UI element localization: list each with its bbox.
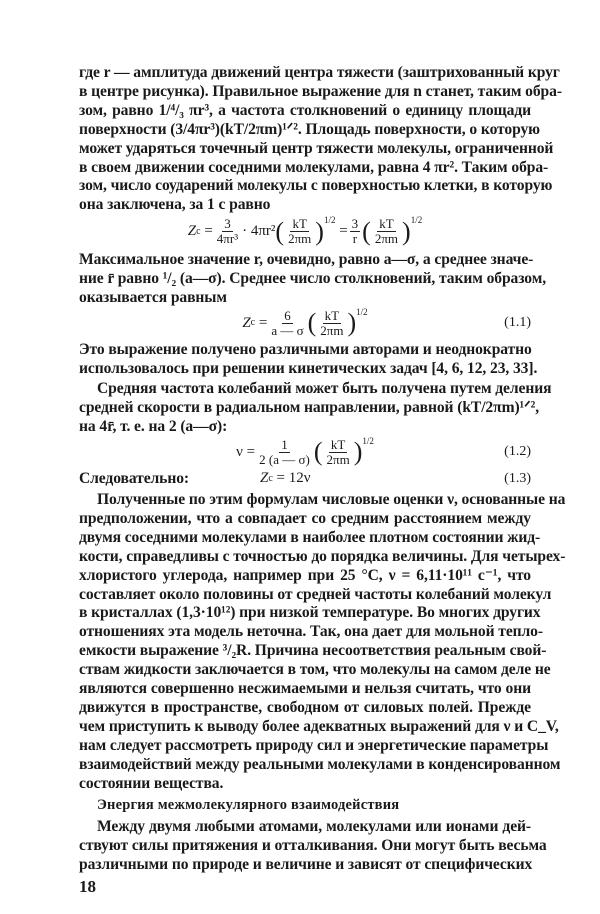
numerator: kT xyxy=(379,216,394,231)
text-line: Максимальное значение r, очевидно, равно a—σ, а среднее значе- xyxy=(79,251,534,268)
fraction xyxy=(318,309,345,338)
eq-sub: c xyxy=(268,472,273,484)
text-line: состоянии вещества. xyxy=(79,774,224,792)
text-line: в центре рисунка). Правильное выражение для n станет, таким обра- xyxy=(79,82,562,100)
exponent: 1/2 xyxy=(410,215,423,225)
text-line: чем приступить к выводу более адекватных выражений для ν и C_V, xyxy=(79,717,559,735)
text-line: она заключена, за 1 с равно xyxy=(79,196,271,214)
text-line: может ударяться точечный центр тяжести молекулы, ограниченной xyxy=(79,139,554,157)
text-line: зом, равно 1/⁴/₃ πr³, а частота столкновений о единицу площади xyxy=(79,101,531,119)
eq-rhs: = 12ν xyxy=(276,470,311,486)
text-line: в кристаллах (1,3·10¹²) при низкой температуре. Во многих других xyxy=(79,604,541,622)
text-line: предположении, что a совпадает со средним расстоянием между xyxy=(79,509,531,527)
text-line: ствам жидкости заключается в том, что молекулы на самом деле не xyxy=(79,661,551,679)
text-line: Полученные по этим формулам числовые оценки ν, основанные на xyxy=(97,491,566,508)
text-line: использовалось при решении кинетических задач [4, 6, 12, 23, 33]. xyxy=(79,359,538,377)
equation-zc-derivation: Z c = $\frac{3}{\text{4πr³}}$ · 4πr² ( $\frac{kT}{2\pi m}$ ) 1/2 = $\frac{3}{r}$ ( $\frac{kT}{2\pi m}$ ) 1/2 xyxy=(187,215,423,246)
fraction xyxy=(257,438,312,467)
denominator: 2πm xyxy=(288,231,312,246)
text-line: оказывается равным xyxy=(79,288,227,306)
numerator: 1 xyxy=(281,436,288,452)
numerator: kT xyxy=(330,436,346,452)
eq-lhs: ν xyxy=(236,443,243,460)
numerator: 3 xyxy=(351,216,359,231)
text-line: зом, число соударений молекулы с поверхностью клетки, в которую xyxy=(79,177,553,195)
equation-number: (1.2) xyxy=(504,444,531,459)
text-line: ние r̄ равно ¹/₂ (a—σ). Среднее число столкновений, таким образом, xyxy=(79,269,547,287)
fraction xyxy=(350,217,361,246)
text-line: движутся в пространстве, свободном от силовых полей. Прежде xyxy=(79,698,531,716)
text-line: емкости выражение ³/₂R. Причина несоответствия реальным свой- xyxy=(79,642,547,660)
text-line: Следовательно: xyxy=(79,470,189,487)
equation-number: (1.3) xyxy=(504,470,531,486)
text-line: Средняя частота колебаний может быть получена путем деления xyxy=(97,380,552,397)
equation-1-1: Z c = $\frac{6}{a — \sigma}$ ( $\frac{kT}{2\pi m}$ ) 1/2 (1.1) xyxy=(242,307,531,338)
eq-lhs: Z xyxy=(242,314,251,331)
denominator: 2 (a — σ) xyxy=(259,451,310,467)
denominator: 2πm xyxy=(326,451,350,467)
fraction xyxy=(325,438,352,467)
equals: = xyxy=(339,223,348,239)
section-heading: Энергия межмолекулярного взаимодействия xyxy=(97,797,400,813)
text-line: поверхности (3/4πr³)(kT/2πm)¹ᐟ². Площадь поверхности, о которую xyxy=(79,120,540,138)
text-line: средней скорости в радиальном направлении, равной (kT/2πm)¹ᐟ², xyxy=(79,398,540,416)
text-line: кости, справедливы с точностью до порядка величины. Для четырех- xyxy=(79,547,566,565)
eq-term: · 4πr² xyxy=(242,223,276,239)
text-line: где r — амплитуда движений центра тяжести (заштрихованный круг xyxy=(79,64,560,81)
exponent: 1/2 xyxy=(362,436,374,446)
text-line: Между двумя любыми атомами, молекулами или ионами дей- xyxy=(97,818,531,835)
numerator: kT xyxy=(324,307,340,323)
text-line: взаимодействий между реальными молекулами в конденсированном xyxy=(79,755,561,773)
text-line: являются совершенно несжимаемыми и нельзя считать, что они xyxy=(79,680,531,697)
numerator: 6 xyxy=(284,307,291,323)
numerator: 3 xyxy=(224,216,231,231)
text-line: различными по природе и величине и зависят от специфических xyxy=(79,855,533,873)
denominator: 2πm xyxy=(320,322,344,338)
denominator: a — σ xyxy=(271,322,304,338)
text-line: хлористого углерода, например при 25 °C, ν = 6,11·10¹¹ с⁻¹, что xyxy=(79,566,531,584)
text-line: отношениях эта модель неточна. Так, она дает для мольной тепло- xyxy=(79,623,543,641)
numerator: kT xyxy=(292,216,307,231)
text-line: ствуют силы притяжения и отталкивания. Они могут быть весьма xyxy=(79,836,547,854)
exponent: 1/2 xyxy=(323,215,336,225)
text-line: нам следует рассмотреть природу сил и энергетические параметры xyxy=(79,736,549,754)
text-line: двумя соседними молекулами в наиболее плотном состоянии жид- xyxy=(79,528,541,546)
fraction xyxy=(215,217,240,246)
fraction xyxy=(373,217,400,246)
denominator: 2πm xyxy=(374,231,399,246)
eq-sub: c xyxy=(196,225,201,237)
text-line: Это выражение получено различными авторами и неоднократно xyxy=(79,341,532,358)
equation-1-2: ν = $\frac{1}{2 (a — \sigma)}$ ( $\frac{kT}{2\pi m}$ ) 1/2 (1.2) xyxy=(236,436,531,467)
eq-lhs: Z xyxy=(260,470,269,486)
denominator: r xyxy=(352,231,358,246)
fraction xyxy=(269,309,305,338)
eq-lhs: Z xyxy=(187,223,197,239)
page-number: 18 xyxy=(79,877,96,896)
exponent: 1/2 xyxy=(356,307,368,317)
equation-1-3 xyxy=(260,469,531,488)
eq-sub: c xyxy=(250,317,256,328)
fraction xyxy=(286,217,313,246)
equation-number: (1.1) xyxy=(504,315,531,330)
text-line: в своем движении соседними молекулами, равна 4 πr². Таким обра- xyxy=(79,158,549,176)
text-line: на 4r̄, т. е. на 2 (a—σ): xyxy=(79,417,228,435)
denominator: 4πr³ xyxy=(216,231,239,246)
text-line: составляет около половины от средней частоты колебаний молекул xyxy=(79,585,552,603)
